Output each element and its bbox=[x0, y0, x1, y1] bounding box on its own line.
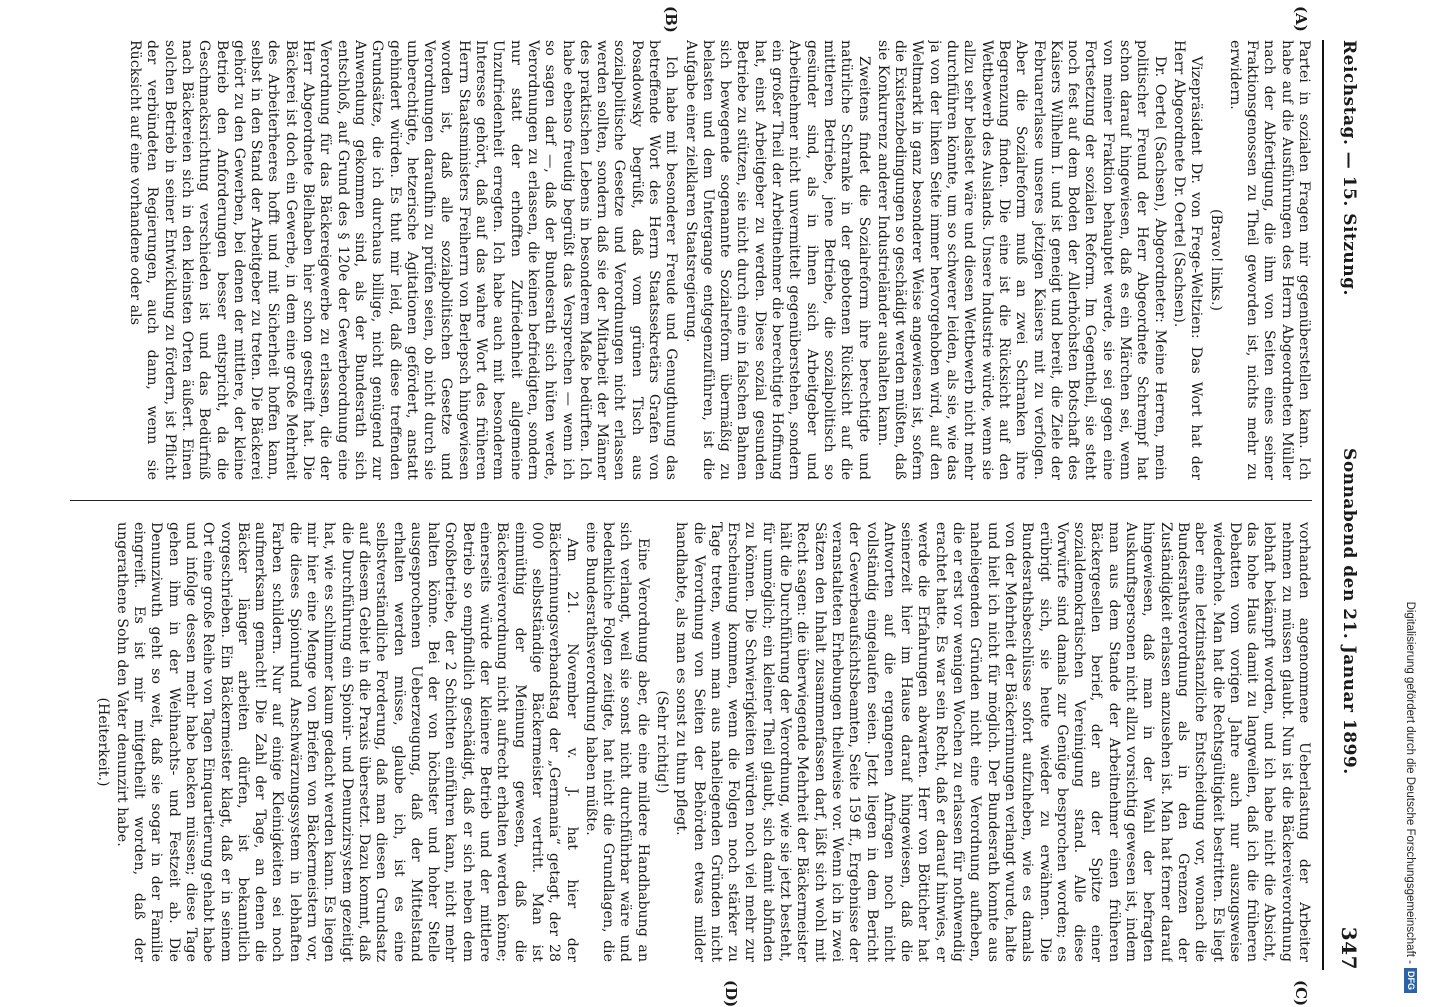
dfg-logo: DFG bbox=[1404, 968, 1417, 993]
rotated-page-content bbox=[60, 0, 1380, 1007]
interjection: (Bravo! links.) bbox=[1207, 208, 1224, 312]
column-divider bbox=[70, 500, 1312, 501]
margin-marker-b: (B) bbox=[662, 6, 680, 33]
header-left: Reichstag. — 15. Sitzung. bbox=[1339, 40, 1359, 296]
paragraph: Partei in sozialen Fragen mir gegenüberstellen kann. Ich habe auf die Ausführungen des Herrn Abgeordneten Müller nach der Abfertigung, die ihm von Seiten eines seiner Fraktionsgenossen zu Theil geworden ist, nichts mehr zu erwidern. bbox=[1226, 40, 1312, 480]
paragraph: Am 21. November v. J. hat hier der Bäckerinnungsverbandstag der „Germania“ getagt, der 28 000 selbstständige Bäckermeister vertritt. Man ist einmüthig der Meinung gewesen, daß die Bäckereiverordnung nicht aufrecht erhalten werden könne; einerseits würde der kleinere Betrieb und der mittlere Betrieb so empfindlich geschädigt, daß er sich neben dem Großbetriebe, der 2 Schichten einführen kann, nicht mehr halten könne. Bei der von höchster und hoher Stelle ausgesprochenen Ueberzeugung, daß der Mittelstand erhalten werden müsse, glaube ich, ist es eine selbstverständliche Forderung, daß man diesen Grundsatz auf diesem Gebiet in die Praxis übersetzt. Dazu kommt, daß die Durchführung ein Spionir- und Denunzirsystem gezeitigt hat, wie es schlimmer kaum gedacht werden kann. Es liegen mir hier eine Menge von Briefen von Bäckermeistern vor, die dieses Spionirund Anschwärzungssystem in lebhaften Farben schildern. Nur auf einige Kleinigkeiten sei noch aufmerksam gemacht! Die Zahl der Tage, an denen die Bäcker länger arbeiten dürfen, ist bekanntlich vorgeschrieben. Ein Bäckermeister klagt, daß er in seinem Ort eine große Reihe von Tagen Einquartierung gehabt habe und infolge dessen mehr habe backen müssen; diese Tage gehen ihm in der Weihnachts- und Festzeit ab. Die Denunziwuth geht so weit, daß sie sogar in der Familie eingreift. Es ist mir mitgetheilt worden, daß der ungerathene Sohn den Vater denunzirt habe. bbox=[113, 522, 580, 962]
margin-marker-c: (C) bbox=[1292, 980, 1310, 1007]
paragraph: Vizepräsident Dr. von Frege-Weltzien: Das Wort hat der Herr Abgeordnete Dr. Oertel (Sachsen). bbox=[1170, 40, 1205, 480]
paragraph: Dr. Oertel (Sachsen), Abgeordneter: Meine Herren, mein politischer Freund der Herr Abgeordnete Schrempf hat schon darauf hingewiesen, daß es ein Märchen sei, wenn von meiner Fraktion behauptet werde, sie sei gegen eine Fortsetzung der sozialen Reform. Im Gegentheil, sie steht noch fest auf dem Boden der Allerhöchsten Botschaft des Kaisers Wilhelm I. und ist geneigt und bereit, die Ziele der Februarerlasse unseres jetzigen Kaisers mit zu verfolgen. Aber die Sozialreform muß an zwei Schranken ihre Begrenzung finden. Die eine ist die Rücksicht auf den Wettbewerb des Auslands. Unsere Industrie würde, wenn sie allzu sehr belastet wäre und diesen Wettbewerb nicht mehr durchführen könnte, um so schwerer leiden, als sie, wie das ja von der linken Seite immer hervorgehoben wird, auf den Weltmarkt in ganz besonderer Weise angewiesen ist, sofern die Existenzbedingungen so geschädigt werden müßten, daß sie Konkurrenz anderer Industrieländer aushalten kann. bbox=[874, 40, 1168, 480]
paragraph: Eine Verordnung aber, die eine mildere Handhabung an sich verlangt, weil sie sonst nicht durchführbar wäre und bedenkliche Folgen zeitigte, hat nicht die Grundlagen, die eine Bundesrathsverordnung haben müßte. bbox=[582, 522, 651, 962]
page-header bbox=[1326, 40, 1372, 970]
paragraph: vorhanden angenommene Ueberlastung der Arbeiter nehmen zu müssen glaubt. Nun ist die Bäckereiverordnung lebhaft bekämpft worden, und ich habe nicht die Absicht, das hohe Haus damit zu langweilen, daß ich die früheren Debatten vom vorigen Jahre auch nur auszugsweise wiederhole. Man hat die Rechtsgültigkeit bestritten. Es liegt aber eine letztinstanzliche Entscheidung vor, wonach die Bundesrathsverordnung als in den Grenzen der Zuständigkeit erlassen anzusehen ist. Man hat ferner darauf hingewiesen, daß man in der Wahl der befragten Auskunftspersonen nicht allzu vorsichtig gewesen ist, indem man aus dem Stande der Arbeitnehmer einen früheren Bäckergesellen berief, der an der Spitze einer sozialdemokratischen Vereinigung stand. Alle diese Vorwürfe sind damals zur Genüge besprochen worden; es erübrigt sich, sie heute wieder zu erwähnen. Die Bundesrathsbeschlüsse sofort aufzuheben, wie es damals von der Mehrheit der Bäckerinnungen verlangt wurde, halte und hielt ich nicht für möglich. Der Bundesrath konnte aus naheliegenden Gründen nicht eine Verordnung aufheben, die er erst vor wenigen Wochen zu erlassen für nothwendig erachtet hatte. Es war sein Recht, daß er darauf hinwies, er werde die Erfahrungen abwarten. Herr von Bötticher hat seinerzeit hier im Hause darauf hingewiesen, daß die Antworten auf die ergangenen Anfragen noch nicht vollständig eingelaufen seien. Jetzt liegen in dem Bericht der Gewerbeaufsichtsbeamten, Seite 159 ff., Ergebnisse der veranstalteten Erhebungen theilweise vor. Wenn ich in zwei Sätzen den Inhalt zusammenfassen darf, läßt sich wohl mit Recht sagen: die überwiegende Mehrheit der Bäckermeister hält die Durchführung der Verordnung, wie sie jetzt besteht, für unmöglich; ein kleiner Theil glaubt, sich damit abfinden zu können. Die Schwierigkeiten würden noch viel mehr zur Erscheinung kommen, wenn die Folgen noch stärker zu Tage treten, wenn man aus naheliegenden Gründen nicht die Verordnung von Seiten der Behörden etwas milder handhabte, als man es sonst zu thun pflegt. bbox=[673, 522, 1312, 962]
header-date: Sonnabend den 21. Januar 1899. bbox=[1339, 448, 1359, 775]
margin-marker-a: (A) bbox=[1292, 6, 1310, 32]
right-column bbox=[70, 522, 1312, 962]
header-rule bbox=[1322, 40, 1324, 970]
left-column bbox=[70, 40, 1312, 480]
digitization-credit bbox=[1395, 8, 1425, 993]
credit-text: Digitalisierung gefördert durch die Deutsche Forschungsgemeinschaft - bbox=[1404, 601, 1416, 964]
interjection: (Heiterkeit.) bbox=[94, 697, 111, 787]
margin-marker-d: (D) bbox=[722, 980, 740, 1007]
page-number: 347 bbox=[1337, 926, 1361, 970]
interjection: (Sehr richtig!) bbox=[654, 690, 671, 794]
paragraph: Zweitens findet die Sozialreform ihre berechtigte und natürliche Schranke in der gebotenen Rücksicht auf die mittleren Betriebe, jene Betriebe, die sozialpolitisch so gesünder sind, als in ihnen sich Arbeitgeber und Arbeitnehmer nicht unvermittelt gegenüberstehen, sondern ein großer Theil der Arbeitnehmer die berechtigte Hoffnung hat, einst Arbeitgeber zu werden. Diese sozial gesunden Betriebe zu stützen, sie nicht durch eine in falschen Bahnen sich bewegende sogenannte Sozialreform übermäßig zu belasten und dem Untergange entgegenzuführen, ist die Aufgabe einer zielklaren Staatsregierung. bbox=[682, 40, 872, 480]
paragraph: Ich habe mit besonderer Freude und Genugthuung das betreffende Wort des Herrn Staatssekretärs Grafen von Posadowsky begrüßt, daß vom grünen Tisch aus sozialpolitische Gesetze und Verordnungen nicht erlassen werden sollten, sondern daß sie der Mitarbeit der Männer des praktischen Lebens in besonderem Maße bedürften. Ich habe ebenso freudig begrüßt das Versprechen — wenn ich so sagen darf —, daß der Bundesrath sich hüten werde, Verordnungen zu erlassen, die keinen befriedigten, sondern nur statt der erhofften Zufriedenheit allgemeine Unzufriedenheit erregten. Ich habe auch mit besonderem Interesse gehört, daß auf das wahre Wort des früheren Herrn Staatsministers Freiherrn von Berlepsch hingewiesen worden ist, daß alle sozialpolitischen Gesetze und Verordnungen daraufhin zu prüfen seien, ob nicht durch sie unberechtigte, hetzerische Agitationen gefördert, anstatt gehindert würden. Es thut mir leid, daß diese treffenden Grundsätze, die ich durchaus billige, nicht genügend zur Anwendung gekommen sind, als der Bundesrath sich entschloß, auf Grund des § 120e der Gewerbeordnung eine Verordnung für das Bäckereigewerbe zu erlassen, die der Herr Abgeordnete Bielhaben hier schon gestreift hat. Die Bäckerei ist doch ein Gewerbe, in dem eine große Mehrheit des Arbeiterheeres hofft und mit Sicherheit hoffen kann, selbst in den Stand der Arbeitgeber zu treten. Die Bäckerei gehört zu den Gewerben, bei denen der mittlere, der kleine Betrieb den Anforderungen besser entspricht, da die Geschmacksrichtung verschieden ist und das Bedürfniß nach Bäckereien sich in den kleinsten Orten äußert. Einen solchen Betrieb in seiner Entwicklung zu fördern, ist Pflicht der verbündeten Regierungen, auch dann, wenn sie Rücksicht auf eine vorhandene oder als bbox=[127, 40, 680, 480]
